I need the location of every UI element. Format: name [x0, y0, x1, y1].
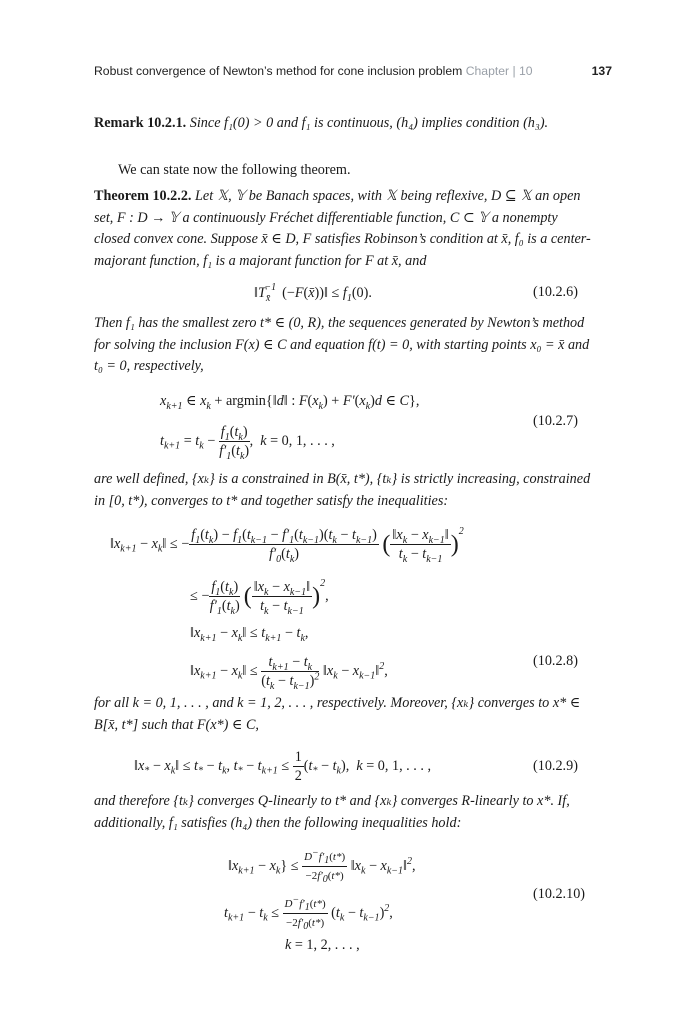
header-separator: |	[512, 64, 516, 78]
equation-10-2-6: $‖T_{x̄}^{-1}$ (−F(x̄))‖ ≤ $f_1(0)$.	[254, 282, 372, 304]
page-number: 137	[591, 64, 612, 78]
equation-10-2-8-line3: $‖x_{k+1}$ − $x_k‖ \le t_{k+1} - t_k$,	[190, 625, 309, 644]
running-title: Robust convergence of Newton’s method for cone inclusion problem	[94, 64, 463, 78]
theorem-paragraph	[94, 186, 596, 272]
equation-10-2-10-line1: $‖x_{k+1} - x_k$} ≤ $\frac{D^-f'_1(t*)}{-2f'_0(t*)}$ $‖x_k$ − $x_{k-1}‖^2$,	[228, 847, 416, 886]
therefore-paragraph: and therefore {tₖ} converges Q-linearly to t* and {xₖ} converges R-linearly to x*. If, additionally, f₁ satisfies (h₄) then the following inequalities hold:	[94, 793, 570, 831]
equation-10-2-8-line1: $‖x_{k+1}$ − $x_k‖$ ≤ − $\frac{f_1(t_k) - f_1(t_{k-1} - f'_1(t_{k-1})(t_k - t_{k-1})}{f'_0(t_k)}$ ( $\frac{‖x_k - x_{k-1}‖}{t_k - t_{k-1}}$ )$^2$	[110, 525, 464, 565]
equation-10-2-10-line3: k = 1, 2, . . . ,	[285, 937, 360, 953]
remark-paragraph	[94, 113, 596, 135]
eqnum-10-2-9: (10.2.9)	[533, 758, 578, 774]
chapter-number: 10	[519, 64, 533, 78]
eqnum-10-2-8: (10.2.8)	[533, 653, 578, 669]
remark-text: Since f₁(0) > 0 and f₁ is continuous, (h₄) implies condition (h₃).	[189, 115, 549, 131]
running-header	[94, 64, 612, 78]
equation-10-2-7-line1: $x_{k+1}$ ∈ $x_k$ + argmin{‖d‖ : $F(x_k) + F'(x_k)d$ ∈ C},	[160, 393, 420, 412]
eqnum-10-2-7: (10.2.7)	[533, 413, 578, 429]
equation-10-2-8-line4: $‖x_{k+1}$ − $x_k‖$ ≤ $\frac{t_{k+1} - t_k}{(t_k - t_{k-1})^2}$ $‖x_k$ − $x_{k-1}‖^2$,	[190, 654, 388, 692]
forall-paragraph: for all k = 0, 1, . . . , and k = 1, 2, . . . , respectively. Moreover, {xₖ} converges to x* ∈ B[x̄, t*] such that F(x*) ∈ C,	[94, 695, 581, 733]
chapter-label: Chapter	[465, 64, 510, 78]
theorem-label: Theorem 10.2.2.	[94, 188, 192, 204]
welldefined-paragraph: are well defined, {xₖ} is a constrained in B(x̄, t*), {tₖ} is strictly increasing, constrained in [0, t*), converges to t* and together satisfy the inequalities:	[94, 471, 591, 509]
eqnum-10-2-10: (10.2.10)	[533, 886, 586, 902]
equation-10-2-8-line2: ≤ − $\frac{f_1(t_k)}{f'_1(t_k)}$ ( $\frac{‖x_k - x_{k-1}‖}{t_k - t_{k-1}}$ )$^2$,	[190, 577, 329, 617]
then-paragraph: Then f₁ has the smallest zero t* ∈ (0, R), the sequences generated by Newton’s method for solving the inclusion F(x) ∈ C and equation f(t) = 0, with starting points x₀ = x̄ and t₀ = 0, respectively,	[94, 315, 590, 374]
intro-paragraph: We can state now the following theorem.	[118, 162, 351, 178]
theorem-text: Let 𝕏, 𝕐 be Banach spaces, with 𝕏 being reflexive, D ⊆ 𝕏 an open set, F : D → 𝕐 a continuously Fréchet differentiable function, C ⊂ 𝕐 a nonempty closed convex cone. Suppose x̄ ∈ D, F satisfies Robinson’s condition at x̄, f₀ is a center-majorant function, f₁ is a majorant function for F at x̄, and	[94, 188, 591, 269]
eqnum-10-2-6: (10.2.6)	[533, 284, 578, 300]
remark-label: Remark 10.2.1.	[94, 115, 187, 131]
equation-10-2-10-line2: $t_{k+1} - t_k$ ≤ $\frac{D^-f'_1(t*)}{-2f'_0(t*)}$ $(t_k - t_{k-1})^2$,	[224, 894, 393, 933]
equation-10-2-9: $‖x_*$ − $x_k‖ \le t_* - t_k$, $t_* - t_{k+1}$ ≤ $\frac{1}{2}$ $(t_* - t_k)$, k = 0, 1, . . . ,	[134, 749, 431, 784]
equation-10-2-7-line2: $t_{k+1} = t_k$ − $\frac{f_1(t_k)}{f'_1(t_k)}$ , k = 0, 1, . . . ,	[160, 424, 335, 462]
